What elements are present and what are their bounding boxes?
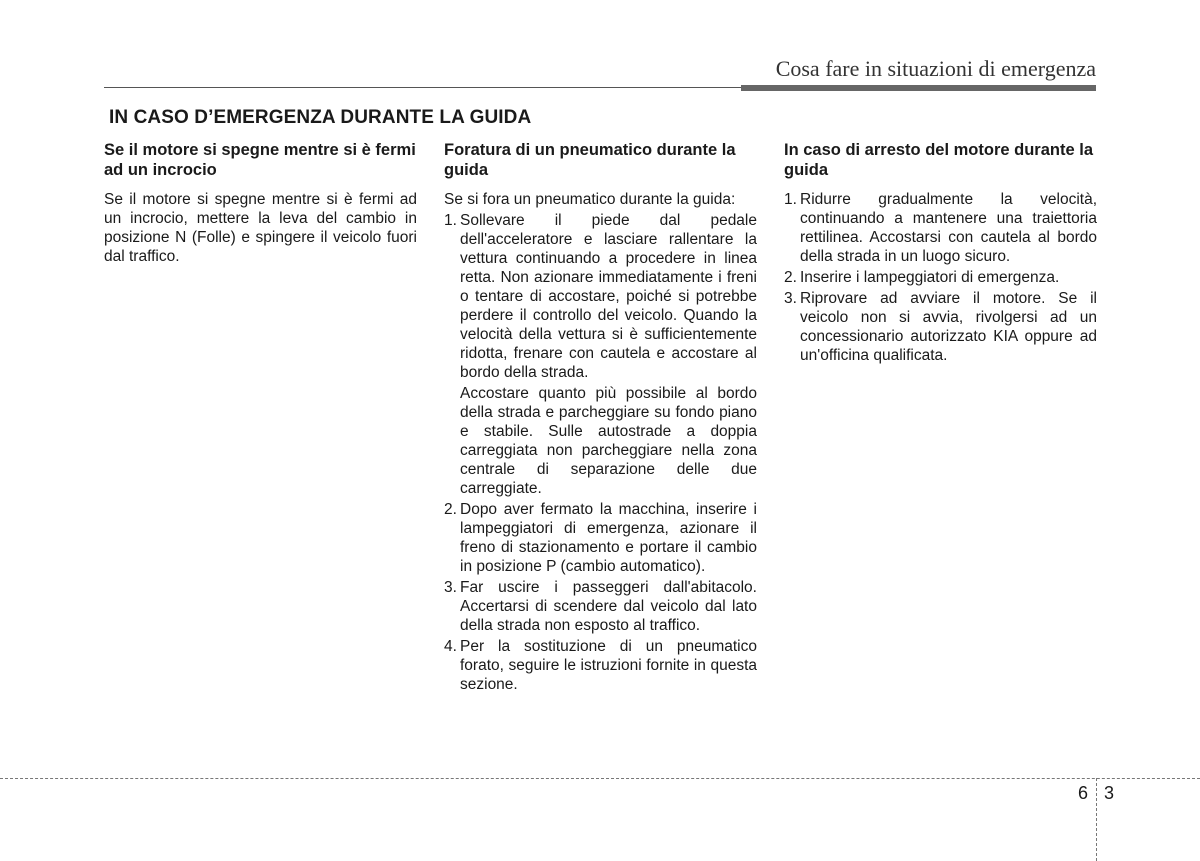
list-item xyxy=(784,268,1097,287)
header-divider xyxy=(104,87,741,88)
page-number: 3 xyxy=(1104,783,1115,803)
column-engine-stop-driving xyxy=(784,140,1097,367)
list-item xyxy=(444,578,757,635)
list-item xyxy=(784,190,1097,266)
chapter-title: Cosa fare in situazioni di emergenza xyxy=(775,56,1096,81)
footer-divider xyxy=(0,778,1200,779)
step-text: Far uscire i passeggeri dall'abitacolo. Accertarsi di scendere dal veicolo dal lato della strada non esposto al traffico. xyxy=(460,579,757,634)
step-number: 3. xyxy=(784,290,797,307)
column-heading: In caso di arresto del motore durante la guida xyxy=(784,141,1093,179)
list-item xyxy=(444,211,757,498)
column-heading: Se il motore si spegne mentre si è fermi ad un incrocio xyxy=(104,141,416,179)
steps-list xyxy=(784,190,1097,365)
step-number: 4. xyxy=(444,638,457,655)
step-text: Ridurre gradualmente la velocità, continuando a mantenere una traiettoria rettilinea. Accostarsi con cautela al bordo della strada in un luogo sicuro. xyxy=(800,191,1097,265)
column-engine-stall-intersection xyxy=(104,140,417,266)
step-number: 2. xyxy=(444,501,457,518)
step-number: 3. xyxy=(444,579,457,596)
step-text: Per la sostituzione di un pneumatico forato, seguire le istruzioni fornite in questa sezione. xyxy=(460,638,757,693)
step-number: 1. xyxy=(784,191,797,208)
step-text: Sollevare il piede dal pedale dell'acceleratore e lasciare rallentare la vettura continuando a procedere in linea retta. Non azionare immediatamente i freni o tentare di accostare, poiché si potrebbe perdere il controllo del veicolo. Quando la velocità della vettura si è sufficientemente ridotta, frenare con cautela e accostare al bordo della strada. xyxy=(460,212,757,381)
header-divider-bar xyxy=(741,85,1096,91)
step-number: 1. xyxy=(444,212,457,229)
step-extra-text: Accostare quanto più possibile al bordo della strada e parcheggiare su fondo piano e stabile. Sulle autostrade a doppia carreggiata non parcheggiare nella zona centrale di separazione delle due carreggiate. xyxy=(460,385,757,497)
step-text: Riprovare ad avviare il motore. Se il veicolo non si avvia, rivolgersi ad un concessionario autorizzato KIA oppure ad un'officina qualificata. xyxy=(800,290,1097,364)
column-body: Se il motore si spegne mentre si è fermi ad un incrocio, mettere la leva del cambio in posizione N (Folle) e spingere il veicolo fuori dal traffico. xyxy=(104,191,417,265)
step-number: 2. xyxy=(784,269,797,286)
column-heading: Foratura di un pneumatico durante la guida xyxy=(444,141,736,179)
steps-list xyxy=(444,211,757,694)
column-flat-tire xyxy=(444,140,757,696)
column-intro: Se si fora un pneumatico durante la guida: xyxy=(444,191,736,208)
page-chapter-number: 6 xyxy=(1078,783,1089,803)
step-text: Dopo aver fermato la macchina, inserire i lampeggiatori di emergenza, azionare il freno di stazionamento e portare il cambio in posizione P (cambio automatico). xyxy=(460,501,757,575)
step-text: Inserire i lampeggiatori di emergenza. xyxy=(800,269,1060,286)
list-item xyxy=(444,637,757,694)
footer-page-separator xyxy=(1096,778,1097,861)
list-item xyxy=(444,500,757,576)
section-title: IN CASO D’EMERGENZA DURANTE LA GUIDA xyxy=(109,107,532,128)
list-item xyxy=(784,289,1097,365)
